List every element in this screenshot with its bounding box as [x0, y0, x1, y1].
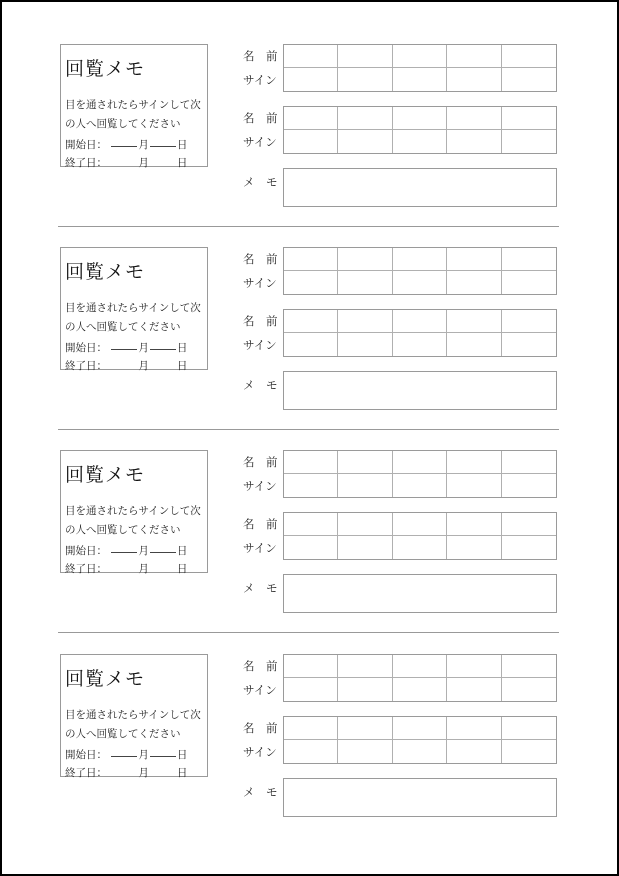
instruction-line-1: 目を通されたらサインして次 — [65, 302, 201, 314]
month-label: 月 — [138, 563, 149, 575]
sign-cell[interactable] — [502, 740, 556, 763]
memo-label: メ モ — [243, 378, 278, 392]
sign-cell[interactable] — [393, 333, 447, 356]
name-cell[interactable] — [502, 513, 556, 536]
day-label: 日 — [176, 545, 188, 557]
memo-field[interactable] — [283, 778, 557, 817]
start-date-line — [65, 747, 187, 762]
name-sign-grid — [283, 512, 557, 560]
start-day-blank[interactable] — [150, 551, 176, 553]
start-day-blank[interactable] — [150, 145, 176, 147]
day-label: 日 — [176, 342, 188, 354]
sign-cell[interactable] — [338, 474, 392, 497]
section-divider — [58, 429, 559, 430]
sign-label: サイン — [243, 338, 277, 352]
sign-cell[interactable] — [502, 130, 556, 153]
day-label: 日 — [176, 157, 188, 169]
instruction-line-2: の人へ回覧してください — [65, 728, 181, 740]
start-day-blank[interactable] — [150, 755, 176, 757]
day-label: 日 — [176, 563, 188, 575]
name-cell[interactable] — [284, 513, 338, 536]
name-label: 名 前 — [243, 659, 278, 673]
start-date-line — [65, 340, 187, 355]
memo-title: 回覧メモ — [65, 58, 146, 80]
sign-cell[interactable] — [447, 130, 501, 153]
name-cell[interactable] — [447, 310, 501, 333]
sign-cell[interactable] — [284, 678, 338, 701]
name-cell[interactable] — [447, 248, 501, 271]
sign-cell[interactable] — [447, 68, 501, 91]
name-cell[interactable] — [393, 655, 447, 678]
sign-cell[interactable] — [447, 536, 501, 559]
name-cell[interactable] — [502, 310, 556, 333]
memo-section — [58, 654, 559, 854]
memo-title: 回覧メモ — [65, 668, 146, 690]
start-month-blank[interactable] — [111, 348, 137, 350]
month-label: 月 — [138, 360, 149, 372]
end-date-line — [65, 358, 187, 373]
sign-label: サイン — [243, 135, 277, 149]
name-cell[interactable] — [447, 45, 501, 68]
name-cell[interactable] — [284, 717, 338, 740]
sign-cell[interactable] — [447, 333, 501, 356]
name-cell[interactable] — [393, 45, 447, 68]
name-cell[interactable] — [338, 107, 392, 130]
sign-cell[interactable] — [338, 68, 392, 91]
name-sign-grid — [283, 716, 557, 764]
day-label: 日 — [176, 360, 188, 372]
sign-cell[interactable] — [338, 271, 392, 294]
memo-label: メ モ — [243, 785, 278, 799]
start-date-label: 開始日： — [65, 545, 107, 557]
memo-section — [58, 247, 559, 447]
name-cell[interactable] — [502, 107, 556, 130]
name-sign-grid — [283, 450, 557, 498]
name-cell[interactable] — [338, 717, 392, 740]
start-day-blank[interactable] — [150, 348, 176, 350]
sign-cell[interactable] — [284, 740, 338, 763]
name-label: 名 前 — [243, 517, 278, 531]
day-label: 日 — [176, 767, 188, 779]
memo-info-box — [60, 44, 208, 167]
start-date-label: 開始日： — [65, 342, 107, 354]
sign-cell[interactable] — [284, 536, 338, 559]
sign-label: サイン — [243, 73, 277, 87]
memo-info-box — [60, 450, 208, 573]
name-cell[interactable] — [393, 310, 447, 333]
name-cell[interactable] — [447, 655, 501, 678]
sign-cell[interactable] — [284, 333, 338, 356]
memo-info-box — [60, 654, 208, 777]
sign-cell[interactable] — [502, 474, 556, 497]
memo-field[interactable] — [283, 168, 557, 207]
sign-cell[interactable] — [393, 130, 447, 153]
sign-cell[interactable] — [284, 68, 338, 91]
name-cell[interactable] — [502, 451, 556, 474]
sign-cell[interactable] — [338, 130, 392, 153]
start-month-blank[interactable] — [111, 755, 137, 757]
month-label: 月 — [138, 157, 149, 169]
name-cell[interactable] — [284, 248, 338, 271]
instruction-line-1: 目を通されたらサインして次 — [65, 505, 201, 517]
name-sign-grid — [283, 44, 557, 92]
name-cell[interactable] — [393, 451, 447, 474]
name-cell[interactable] — [338, 310, 392, 333]
name-label: 名 前 — [243, 455, 278, 469]
start-month-blank[interactable] — [111, 145, 137, 147]
name-cell[interactable] — [284, 655, 338, 678]
sign-label: サイン — [243, 745, 277, 759]
name-cell[interactable] — [502, 248, 556, 271]
memo-field[interactable] — [283, 371, 557, 410]
instruction-line-2: の人へ回覧してください — [65, 321, 181, 333]
sign-cell[interactable] — [502, 536, 556, 559]
sign-cell[interactable] — [393, 740, 447, 763]
day-label: 日 — [176, 749, 188, 761]
end-date-label: 終了日： — [65, 767, 107, 779]
name-label: 名 前 — [243, 721, 278, 735]
sign-cell[interactable] — [502, 333, 556, 356]
memo-section — [58, 44, 559, 244]
sign-label: サイン — [243, 479, 277, 493]
start-date-line — [65, 543, 187, 558]
name-cell[interactable] — [338, 513, 392, 536]
sign-cell[interactable] — [393, 678, 447, 701]
name-cell[interactable] — [393, 107, 447, 130]
sign-cell[interactable] — [338, 333, 392, 356]
sign-cell[interactable] — [447, 271, 501, 294]
month-label: 月 — [138, 342, 149, 354]
name-sign-grid — [283, 309, 557, 357]
name-cell[interactable] — [447, 107, 501, 130]
sign-cell[interactable] — [338, 678, 392, 701]
name-label: 名 前 — [243, 252, 278, 266]
end-date-line — [65, 561, 187, 576]
sign-label: サイン — [243, 683, 277, 697]
instruction-line-1: 目を通されたらサインして次 — [65, 99, 201, 111]
name-cell[interactable] — [447, 717, 501, 740]
sign-cell[interactable] — [393, 474, 447, 497]
month-label: 月 — [138, 767, 149, 779]
month-label: 月 — [138, 139, 149, 151]
name-label: 名 前 — [243, 49, 278, 63]
day-label: 日 — [176, 139, 188, 151]
name-cell[interactable] — [284, 310, 338, 333]
name-label: 名 前 — [243, 111, 278, 125]
name-cell[interactable] — [338, 248, 392, 271]
sign-cell[interactable] — [447, 474, 501, 497]
section-divider — [58, 632, 559, 633]
sign-cell[interactable] — [338, 536, 392, 559]
sign-cell[interactable] — [447, 740, 501, 763]
sign-cell[interactable] — [393, 536, 447, 559]
name-cell[interactable] — [393, 513, 447, 536]
memo-field[interactable] — [283, 574, 557, 613]
name-cell[interactable] — [284, 45, 338, 68]
end-date-label: 終了日： — [65, 360, 107, 372]
memo-section — [58, 450, 559, 650]
name-cell[interactable] — [284, 107, 338, 130]
name-cell[interactable] — [338, 655, 392, 678]
start-date-label: 開始日： — [65, 139, 107, 151]
month-label: 月 — [138, 545, 149, 557]
name-cell[interactable] — [502, 655, 556, 678]
instruction-line-1: 目を通されたらサインして次 — [65, 709, 201, 721]
sign-cell[interactable] — [284, 474, 338, 497]
memo-label: メ モ — [243, 581, 278, 595]
name-cell[interactable] — [338, 45, 392, 68]
end-date-label: 終了日： — [65, 157, 107, 169]
memo-label: メ モ — [243, 175, 278, 189]
sign-cell[interactable] — [447, 678, 501, 701]
name-cell[interactable] — [338, 451, 392, 474]
section-divider — [58, 226, 559, 227]
end-date-label: 終了日： — [65, 563, 107, 575]
sign-cell[interactable] — [502, 678, 556, 701]
start-date-label: 開始日： — [65, 749, 107, 761]
name-cell[interactable] — [393, 717, 447, 740]
sign-label: サイン — [243, 276, 277, 290]
name-cell[interactable] — [447, 513, 501, 536]
start-date-line — [65, 137, 187, 152]
sign-cell[interactable] — [502, 271, 556, 294]
end-date-line — [65, 155, 187, 170]
sign-label: サイン — [243, 541, 277, 555]
sign-cell[interactable] — [284, 130, 338, 153]
sign-cell[interactable] — [502, 68, 556, 91]
name-sign-grid — [283, 247, 557, 295]
instruction-line-2: の人へ回覧してください — [65, 118, 181, 130]
sign-cell[interactable] — [393, 271, 447, 294]
instruction-line-2: の人へ回覧してください — [65, 524, 181, 536]
name-cell[interactable] — [502, 45, 556, 68]
name-cell[interactable] — [393, 248, 447, 271]
name-label: 名 前 — [243, 314, 278, 328]
name-cell[interactable] — [284, 451, 338, 474]
sign-cell[interactable] — [338, 740, 392, 763]
end-date-line — [65, 765, 187, 780]
memo-title: 回覧メモ — [65, 464, 146, 486]
month-label: 月 — [138, 749, 149, 761]
name-cell[interactable] — [447, 451, 501, 474]
name-sign-grid — [283, 654, 557, 702]
name-sign-grid — [283, 106, 557, 154]
start-month-blank[interactable] — [111, 551, 137, 553]
name-cell[interactable] — [502, 717, 556, 740]
sign-cell[interactable] — [393, 68, 447, 91]
memo-info-box — [60, 247, 208, 370]
sign-cell[interactable] — [284, 271, 338, 294]
memo-title: 回覧メモ — [65, 261, 146, 283]
